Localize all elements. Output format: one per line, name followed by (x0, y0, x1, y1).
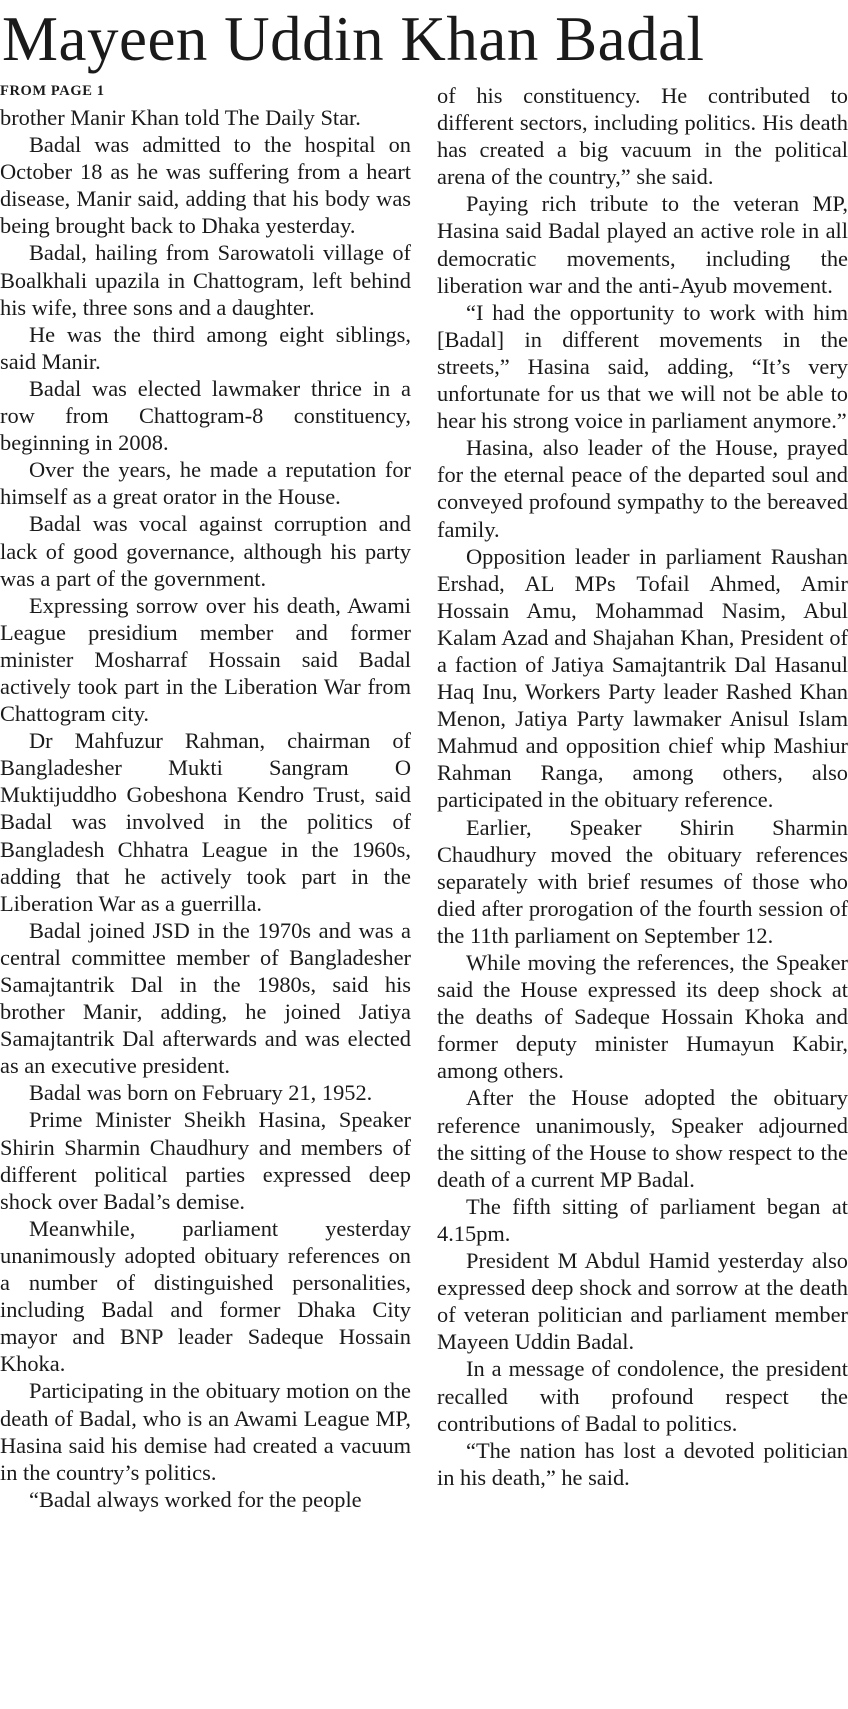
paragraph: Hasina, also leader of the House, prayed for the eternal peace of the departed soul and conveyed profound sympathy to the bereaved family. (437, 435, 848, 542)
paragraph: After the House adopted the obituary reference unanimously, Speaker adjourned the sitting of the House to show respect to the death of a current MP Badal. (437, 1085, 848, 1192)
paragraph: Badal, hailing from Sarowatoli village of Boalkhali upazila in Chattogram, left behind his wife, three sons and a daughter. (0, 240, 411, 320)
paragraph: President M Abdul Hamid yesterday also expressed deep shock and sorrow at the death of veteran politician and parliament member Mayeen Uddin Badal. (437, 1248, 848, 1355)
paragraph: Participating in the obituary motion on the death of Badal, who is an Awami League MP, Hasina said his demise had created a vacuum in the country’s politics. (0, 1378, 411, 1485)
paragraph: Over the years, he made a reputation for himself as a great orator in the House. (0, 457, 411, 510)
paragraph: brother Manir Khan told The Daily Star. (0, 105, 361, 130)
paragraph: “The nation has lost a devoted politician in his death,” he said. (437, 1437, 848, 1490)
paragraph: Paying rich tribute to the veteran MP, Hasina said Badal played an active role in all democratic movements, including the liberation war and the anti-Ayub movement. (437, 191, 848, 298)
paragraph: Expressing sorrow over his death, Awami League presidium member and former minister Mosharraf Hossain said Badal actively took part in the Liberation War from Chattogram city. (0, 592, 411, 727)
paragraph: Opposition leader in parliament Raushan Ershad, AL MPs Tofail Ahmed, Amir Hossain Amu, Mohammad Nasim, Abul Kalam Azad and Shajahan Khan, President of a faction of Jatiya Samajtantrik Dal Hasanul Haq Inu, Workers Party leader Rashed Khan Menon, Jatiya Party lawmaker Anisul Islam Mahmud and opposition chief whip Mashiur Rahman Ranga, among others, also participated in the obituary reference. (437, 543, 848, 813)
paragraph: Badal was vocal against corruption and lack of good governance, although his party was a part of the government. (0, 511, 411, 591)
headline: Mayeen Uddin Khan Badal (2, 4, 705, 74)
paragraph: “I had the opportunity to work with him [Badal] in different movements in the streets,” Hasina said, adding, “It’s very unfortunate for us that we will not be able to hear his strong voice in parliament anymore.” (437, 299, 848, 434)
paragraph: Badal was admitted to the hospital on October 18 as he was suffering from a heart disease, Manir said, adding that his body was being brought back to Dhaka yesterday. (0, 132, 411, 239)
paragraph: Earlier, Speaker Shirin Sharmin Chaudhury moved the obituary references separately with brief resumes of those who died after prorogation of the fourth session of the 11th parliament on September 12. (437, 814, 848, 948)
paragraph: Badal was elected lawmaker thrice in a row from Chattogram-8 constituency, beginning in 2008. (0, 375, 411, 456)
paragraph: While moving the references, the Speaker said the House expressed its deep shock at the deaths of Sadeque Hossain Khoka and former deputy minister Humayun Kabir, among others. (437, 950, 848, 1084)
paragraph: Badal was born on February 21, 1952. (29, 1080, 373, 1106)
paragraph: He was the third among eight siblings, said Manir. (0, 321, 411, 374)
paragraph: “Badal always worked for the people (29, 1486, 362, 1512)
paragraph: Prime Minister Sheikh Hasina, Speaker Shirin Sharmin Chaudhury and members of different political parties expressed deep shock over Badal’s demise. (0, 1107, 411, 1214)
paragraph: Meanwhile, parliament yesterday unanimously adopted obituary references on a number of distinguished personalities, including Badal and former Dhaka City mayor and BNP leader Sadeque Hossain Khoka. (0, 1215, 411, 1377)
paragraph: of his constituency. He contributed to different sectors, including politics. His death has created a big vacuum in the political arena of the country,” she said. (437, 83, 848, 190)
paragraph: The fifth sitting of parliament began at 4.15pm. (437, 1193, 848, 1246)
right-column (437, 82, 848, 1491)
paragraph: Dr Mahfuzur Rahman, chairman of Bangladesher Mukti Sangram O Muktijuddho Gobeshona Kendro Trust, said Badal was involved in the politics of Bangladesh Chhatra League in the 1960s, adding that he actively took part in the Liberation War as a guerrilla. (0, 728, 411, 916)
paragraph: In a message of condolence, the president recalled with profound respect the contributions of Badal to politics. (437, 1356, 848, 1436)
left-column (0, 82, 411, 1513)
kicker-from-page-1: FROM PAGE 1 (0, 83, 105, 99)
paragraph: Badal joined JSD in the 1970s and was a central committee member of Bangladesher Samajtantrik Dal in the 1980s, said his brother Manir, adding, he joined Jatiya Samajtantrik Dal afterwards and was elected as an executive president. (0, 917, 411, 1079)
